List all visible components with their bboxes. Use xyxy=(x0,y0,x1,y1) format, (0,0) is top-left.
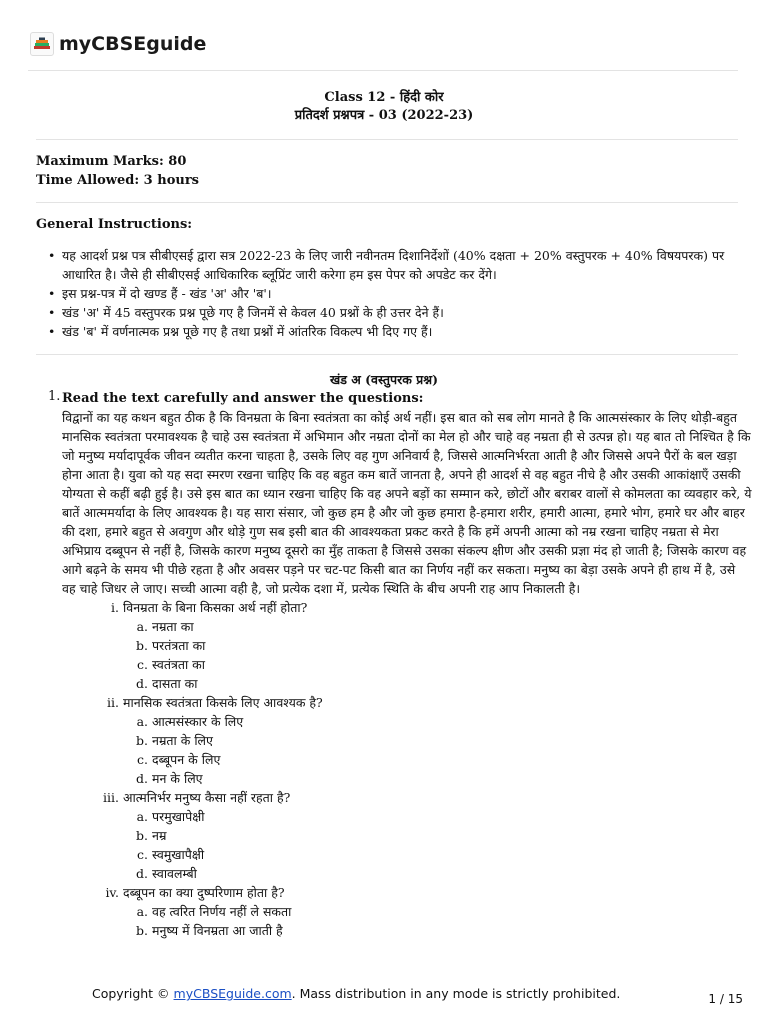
option-text: परमुखापेक्षी xyxy=(152,809,205,824)
time-allowed: Time Allowed: 3 hours xyxy=(36,173,199,188)
option-letter: c. xyxy=(137,657,148,672)
option-letter: b. xyxy=(136,828,148,843)
option-text: दब्बूपन के लिए xyxy=(152,752,221,767)
option-letter: d. xyxy=(136,866,148,881)
option xyxy=(137,750,752,769)
subquestion-number: ii. xyxy=(107,695,119,710)
option xyxy=(136,674,752,693)
subquestion xyxy=(107,693,752,712)
subquestion-number: iv. xyxy=(105,885,119,900)
option-text: दासता का xyxy=(152,676,198,691)
site-header xyxy=(30,32,206,56)
option xyxy=(136,617,752,636)
instruction-item: • खंड 'अ' में 45 वस्तुपरक प्रश्न पूछे गए है जिनमें से केवल 40 प्रश्नों के ही उत्तर देने हैं। xyxy=(62,303,742,322)
option-letter: c. xyxy=(137,847,148,862)
section-title: खंड अ (वस्तुपरक प्रश्न) xyxy=(329,372,439,387)
general-instructions-title: General Instructions: xyxy=(36,217,193,232)
copyright-suffix: . Mass distribution in any mode is strictly prohibited. xyxy=(291,986,621,1001)
subquestion xyxy=(103,788,752,807)
subquestion-text: आत्मनिर्भर मनुष्य कैसा नहीं रहता है? xyxy=(123,790,291,805)
page-number: 1 / 15 xyxy=(708,992,743,1006)
divider xyxy=(36,202,738,203)
option-text: नम्रता के लिए xyxy=(152,733,213,748)
option xyxy=(136,807,752,826)
question-heading: Read the text carefully and answer the questions: xyxy=(62,391,424,406)
marks-block xyxy=(36,152,199,190)
paper-class-title: Class 12 - हिंदी कोर xyxy=(324,90,444,105)
copyright-prefix: Copyright © xyxy=(92,986,174,1001)
option xyxy=(136,864,752,883)
option xyxy=(137,845,752,864)
header-divider xyxy=(28,70,738,71)
option-letter: b. xyxy=(136,923,148,938)
instruction-item: • यह आदर्श प्रश्न पत्र सीबीएसई द्वारा सत्र 2022-23 के लिए जारी नवीनतम दिशानिर्देशों (40% दक्षता + 20% वस्तुपरक + 40% विषयपरक) पर आधारित है। जैसे ही सीबीएसई आधिकारिक ब्लूप्रिंट जारी करेगा हम इस पेपर को अपडेट कर देंगे। xyxy=(62,246,742,284)
site-link[interactable]: myCBSEguide.com xyxy=(173,986,292,1001)
option xyxy=(136,902,752,921)
option-letter: b. xyxy=(136,733,148,748)
option-letter: a. xyxy=(136,809,148,824)
option-letter: c. xyxy=(137,752,148,767)
option xyxy=(136,769,752,788)
option-letter: d. xyxy=(136,676,148,691)
option-text: नम्रता का xyxy=(152,619,194,634)
option-text: आत्मसंस्कार के लिए xyxy=(152,714,244,729)
option xyxy=(136,712,752,731)
option xyxy=(136,636,752,655)
option xyxy=(137,655,752,674)
option-letter: a. xyxy=(136,619,148,634)
option-letter: b. xyxy=(136,638,148,653)
subquestion-text: दब्बूपन का क्या दुष्परिणाम होता है? xyxy=(123,885,285,900)
divider xyxy=(36,139,738,140)
option-text: स्वावलम्बी xyxy=(152,866,197,881)
option xyxy=(136,826,752,845)
option xyxy=(136,731,752,750)
option-text: वह त्वरित निर्णय नहीं ले सकता xyxy=(152,904,292,919)
option-text: स्वतंत्रता का xyxy=(152,657,206,672)
paper-subtitle: प्रतिदर्श प्रश्नपत्र - 03 (2022-23) xyxy=(294,108,474,123)
question-1 xyxy=(48,389,752,940)
brand-name[interactable]: myCBSEguide xyxy=(59,33,207,55)
subquestion-number: iii. xyxy=(103,790,119,805)
option-text: परतंत्रता का xyxy=(152,638,206,653)
option-letter: a. xyxy=(136,904,148,919)
option-letter: d. xyxy=(136,771,148,786)
question-number: 1. xyxy=(48,389,61,404)
instruction-item: • खंड 'ब' में वर्णनात्मक प्रश्न पूछे गए है तथा प्रश्नों में आंतरिक विकल्प भी दिए गए हैं। xyxy=(62,322,742,341)
subquestion-text: मानसिक स्वतंत्रता किसके लिए आवश्यक है? xyxy=(123,695,323,710)
divider xyxy=(36,354,738,355)
option xyxy=(136,921,752,940)
copyright-notice xyxy=(92,986,620,1001)
instruction-item: • इस प्रश्न-पत्र में दो खण्ड हैं - खंड 'अ' और 'ब'। xyxy=(62,284,742,303)
option-text: मनुष्य में विनम्रता आ जाती है xyxy=(152,923,283,938)
maximum-marks: Maximum Marks: 80 xyxy=(36,154,187,169)
subquestion xyxy=(111,598,752,617)
option-letter: a. xyxy=(136,714,148,729)
subquestion-number: i. xyxy=(111,600,119,615)
instructions-list xyxy=(62,246,742,341)
subquestion xyxy=(105,883,752,902)
option-text: मन के लिए xyxy=(152,771,203,786)
books-icon[interactable] xyxy=(30,32,54,56)
passage-text: विद्वानों का यह कथन बहुत ठीक है कि विनम्रता के बिना स्वतंत्रता का कोई अर्थ नहीं। इस बात को सब लोग मानते है कि आत्मसंस्कार के लिए थोड़ी-बहुत मानसिक स्वतंत्रता परमावश्यक है चाहे उस स्वतंत्रता में अभिमान और नम्रता दोनों का मेल हो और चाहे वह नम्रता ही से उत्पन्न हो। यह बात तो निश्चित है कि जो मनुष्य मर्यादापूर्वक जीवन व्यतीत करना चाहता है, उसके लिए वह गुण अनिवार्य है, जिससे आत्मनिर्भरता आती है और जिससे अपने पैरों के बल खड़ा होना आता है। युवा को यह सदा स्मरण रखना चाहिए कि वह बहुत कम बातें जानता है, अपने ही आदर्श से वह बहुत नीचे है और उसकी आकांक्षाएँ उसकी योग्यता से कहीं बढ़ी हुई है। उसे इस बात का ध्यान रखना चाहिए कि वह अपने बड़ों का सम्मान करे, छोटों और बराबर वालों से कोमलता का व्यवहार करे, ये बातें आत्ममर्यादा के लिए आवश्यक है। यह सारा संसार, जो कुछ हम है और जो कुछ हमारा है-हमारा शरीर, हमारी आत्मा, हमारे भोग, हमारे घर और बाहर की दशा, हमारे बहुत से अवगुण और थोड़े गुण सब इसी बात की आवश्यकता प्रकट करते है कि हमें अपनी आत्मा को नम्र रखना चाहिए नम्रता से मेरा अभिप्राय दब्बूपन से नहीं है, जिसके कारण मनुष्य दूसरो का मुँह ताकता है जिससे उसका संकल्प क्षीण और उसकी प्रज्ञा मंद हो जाती है; जिसके कारण वह आगे बढ़ने के समय भी पीछे रहता है और अवसर पड़ने पर चट-पट किसी बात का निर्णय नहीं कर सकता। मनुष्य का बेड़ा उसके अपने ही हाथ में है, उसे वह चाहे जिधर ले जाए। सच्ची आत्मा वही है, जो प्रत्येक दशा में, प्रत्येक स्थिति के बीच अपनी राह आप निकालती है। xyxy=(62,410,752,596)
option-text: नम्र xyxy=(152,828,167,843)
option-text: स्वमुखापैक्षी xyxy=(152,847,205,862)
subquestion-text: विनम्रता के बिना किसका अर्थ नहीं होता? xyxy=(123,600,308,615)
